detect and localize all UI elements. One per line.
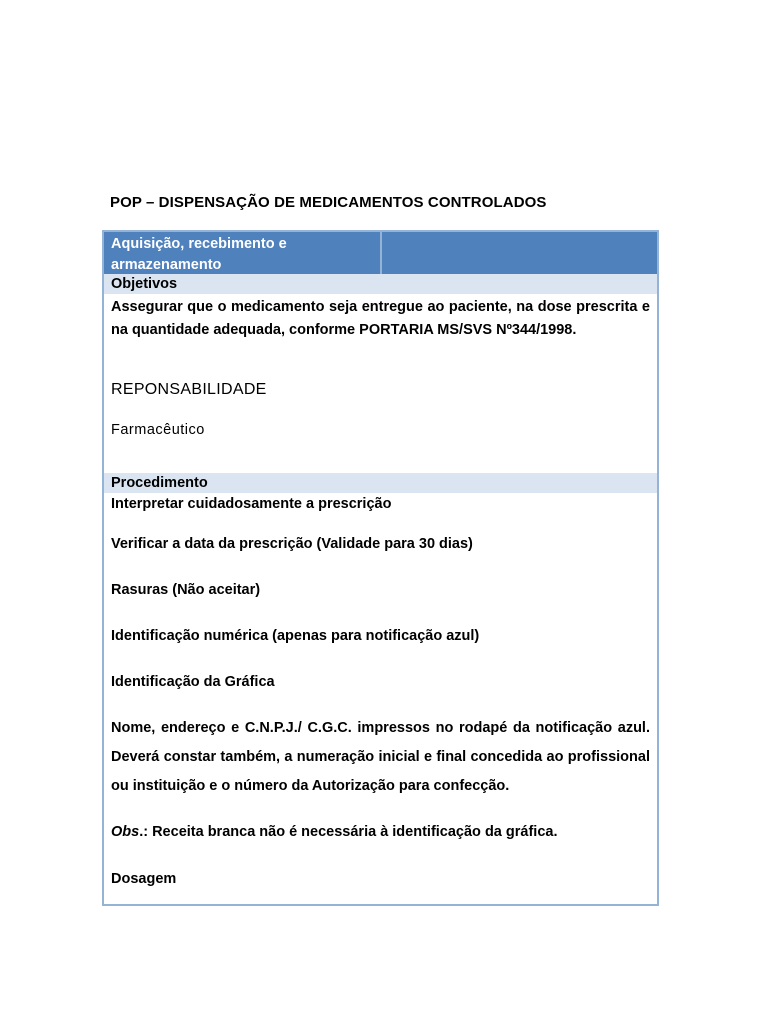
- procedure-step: Dosagem: [111, 871, 177, 887]
- procedure-step: Verificar a data da prescrição (Validade para 30 dias): [111, 536, 473, 552]
- procedure-step: Rasuras (Não aceitar): [111, 582, 261, 598]
- objectives-label: Objetivos: [104, 274, 657, 294]
- observation-label: Obs: [111, 824, 140, 840]
- procedure-label: Procedimento: [104, 473, 657, 493]
- procedure-step-paragraph: Nome, endereço e C.N.P.J./ C.G.C. impressos no rodapé da notificação azul. Deverá constar também, a numeração inicial e final concedida ao profissional ou instituição e o número da Autorização para confecção.: [111, 720, 650, 794]
- observation-line: [111, 824, 557, 840]
- procedure-step: Identificação numérica (apenas para notificação azul): [111, 628, 480, 644]
- table-header-row: [104, 232, 657, 274]
- objectives-text: Assegurar que o medicamento seja entregue ao paciente, na dose prescrita e na quantidade adequada, conforme PORTARIA MS/SVS Nº344/1998.: [111, 299, 650, 338]
- procedure-table: [102, 230, 659, 906]
- responsibility-heading: REPONSABILIDADE: [111, 381, 267, 398]
- procedure-step: Interpretar cuidadosamente a prescrição: [111, 496, 392, 512]
- responsibility-value: Farmacêutico: [111, 422, 205, 438]
- header-cell-topic: Aquisição, recebimento e armazenamento: [104, 232, 382, 274]
- header-cell-empty: [382, 232, 657, 274]
- procedure-step: Identificação da Gráfica: [111, 674, 275, 690]
- document-title: POP – DISPENSAÇÃO DE MEDICAMENTOS CONTROLADOS: [110, 194, 547, 211]
- observation-text: .: Receita branca não é necessária à identificação da gráfica.: [139, 824, 558, 840]
